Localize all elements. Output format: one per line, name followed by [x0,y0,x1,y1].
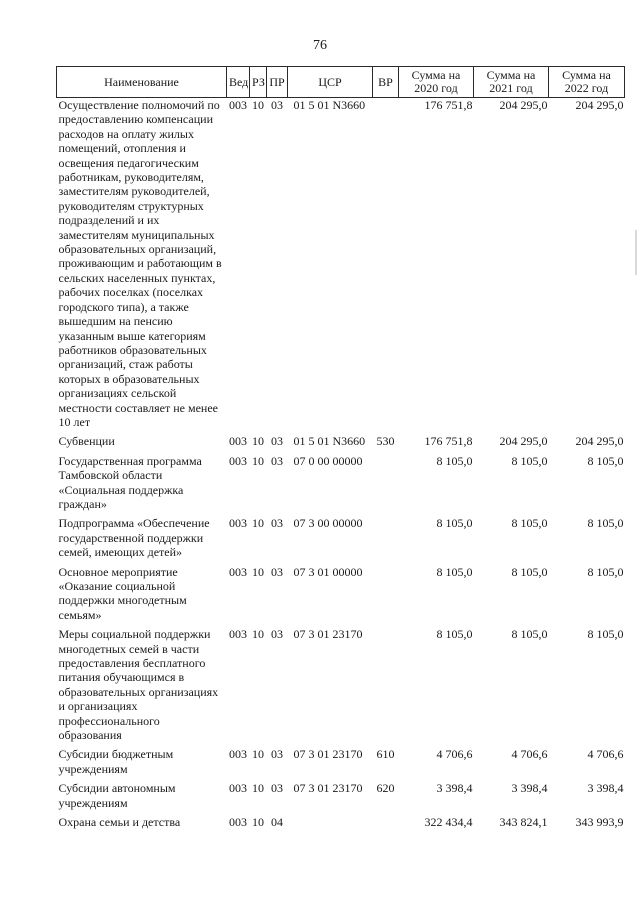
cell-pr: 03 [271,516,283,531]
cell-sum-2020: 4 706,6 [436,747,473,762]
cell-rz: 10 [252,781,264,796]
cell-vr [373,560,399,623]
cell-pr: 03 [271,434,283,449]
cell-vr [373,98,399,430]
cell-vr: 610 [376,747,395,762]
table-row [57,429,625,448]
cell-sum-2020: 176 751,8 [424,434,473,449]
cell-pr: 04 [271,815,283,830]
cell-sum-2021: 204 295,0 [499,434,548,449]
cell-rz: 10 [252,98,264,112]
cell-name: Меры социальной поддержки многодетных семей в части предоставления бесплатного питания обучающимся в образовательных организациях и организациях профессионального образования [58,627,219,743]
cell-csr: 07 3 01 23170 [293,781,363,796]
cell-name: Подпрограмма «Обеспечение государственной поддержки семей, имеющих детей» [58,516,210,560]
cell-ved: 003 [229,98,247,112]
cell-ved: 003 [229,434,247,449]
cell-sum-2020: 3 398,4 [436,781,473,796]
cell-name: Государственная программа Тамбовской области «Социальная поддержка граждан» [58,453,202,511]
cell-ved: 003 [229,627,247,642]
header-sum-2021: Сумма на 2021 год [474,67,549,98]
cell-rz: 10 [252,627,264,642]
cell-name: Субвенции [58,434,115,449]
cell-rz: 10 [252,747,264,762]
cell-sum-2022: 8 105,0 [587,453,624,468]
cell-sum-2021: 8 105,0 [511,564,548,579]
cell-sum-2021: 3 398,4 [511,781,548,796]
cell-pr: 03 [271,564,283,579]
table-row [57,742,625,776]
table-row [57,622,625,742]
cell-sum-2022: 8 105,0 [587,516,624,531]
cell-rz: 10 [252,453,264,468]
budget-table [56,66,625,830]
cell-sum-2021: 4 706,6 [511,747,548,762]
table-row [57,98,625,430]
header-sum-2022: Сумма на 2022 год [549,67,625,98]
cell-vr [373,449,399,512]
cell-sum-2020: 176 751,8 [424,98,473,112]
cell-name: Основное мероприятие «Оказание социальной поддержки многодетным семьям» [58,564,187,622]
cell-sum-2020: 8 105,0 [436,564,473,579]
page-number: 76 [313,38,327,53]
cell-ved: 003 [229,747,247,762]
cell-pr: 03 [271,98,283,112]
cell-sum-2021: 8 105,0 [511,453,548,468]
table-row [57,560,625,623]
cell-pr: 03 [271,781,283,796]
header-rz: РЗ [250,67,267,98]
cell-sum-2022: 204 295,0 [575,98,624,112]
cell-csr: 07 3 01 00000 [293,564,363,579]
table-row [57,776,625,810]
cell-rz: 10 [252,815,264,830]
cell-name: Охрана семьи и детства [58,815,181,830]
cell-ved: 003 [229,781,247,796]
cell-ved: 003 [229,453,247,468]
cell-csr: 01 5 01 N3660 [293,98,366,112]
cell-name: Субсидии бюджетным учреждениям [58,747,174,776]
cell-sum-2020: 322 434,4 [424,815,473,830]
cell-pr: 03 [271,627,283,642]
table-row [57,449,625,512]
cell-sum-2022: 343 993,9 [575,815,624,830]
cell-sum-2020: 8 105,0 [436,516,473,531]
header-ved: Вед [227,67,250,98]
cell-csr: 01 5 01 N3660 [293,434,366,449]
cell-sum-2022: 3 398,4 [587,781,624,796]
cell-csr [288,810,373,829]
cell-vr: 620 [376,781,395,796]
cell-sum-2022: 204 295,0 [575,434,624,449]
cell-sum-2021: 343 824,1 [499,815,548,830]
cell-rz: 10 [252,564,264,579]
table-row [57,810,625,829]
cell-sum-2021: 8 105,0 [511,627,548,642]
cell-sum-2020: 8 105,0 [436,627,473,642]
cell-sum-2022: 4 706,6 [587,747,624,762]
cell-vr: 530 [376,434,395,449]
cell-rz: 10 [252,434,264,449]
cell-pr: 03 [271,747,283,762]
cell-name: Осуществление полномочий по предоставлению компенсации расходов на оплату жилых помещений, отопления и освещения педагогическим работникам, руководителям, заместителям руководителей, руководителям структурных подразделений и их заместителям муниципальных образовательных организаций, проживающим и работающим в сельских населенных пунктах, рабочих поселках (поселках городского типа), а также вышедшим на пенсию указанным выше категориям работников образовательных организаций, стаж работы которых в образовательных организациях сельской местности составляет не менее 10 лет [58,98,222,429]
header-csr: ЦСР [288,67,373,98]
cell-ved: 003 [229,516,247,531]
cell-csr: 07 3 01 23170 [293,627,363,642]
cell-ved: 003 [229,564,247,579]
cell-ved: 003 [229,815,247,830]
cell-sum-2022: 8 105,0 [587,627,624,642]
cell-name: Субсидии автономным учреждениям [58,781,176,810]
table-row [57,511,625,559]
cell-csr: 07 3 00 00000 [293,516,363,531]
cell-vr [373,511,399,559]
table-header-row [57,67,625,98]
cell-sum-2020: 8 105,0 [436,453,473,468]
cell-sum-2021: 8 105,0 [511,516,548,531]
header-name: Наименование [57,67,227,98]
header-sum-2020: Сумма на 2020 год [399,67,474,98]
cell-vr [373,810,399,829]
header-pr: ПР [267,67,288,98]
cell-sum-2022: 8 105,0 [587,564,624,579]
header-vr: ВР [373,67,399,98]
cell-csr: 07 0 00 00000 [293,453,363,468]
cell-vr [373,622,399,742]
scan-artifact [635,230,637,275]
cell-pr: 03 [271,453,283,468]
cell-csr: 07 3 01 23170 [293,747,363,762]
cell-rz: 10 [252,516,264,531]
cell-sum-2021: 204 295,0 [499,98,548,112]
